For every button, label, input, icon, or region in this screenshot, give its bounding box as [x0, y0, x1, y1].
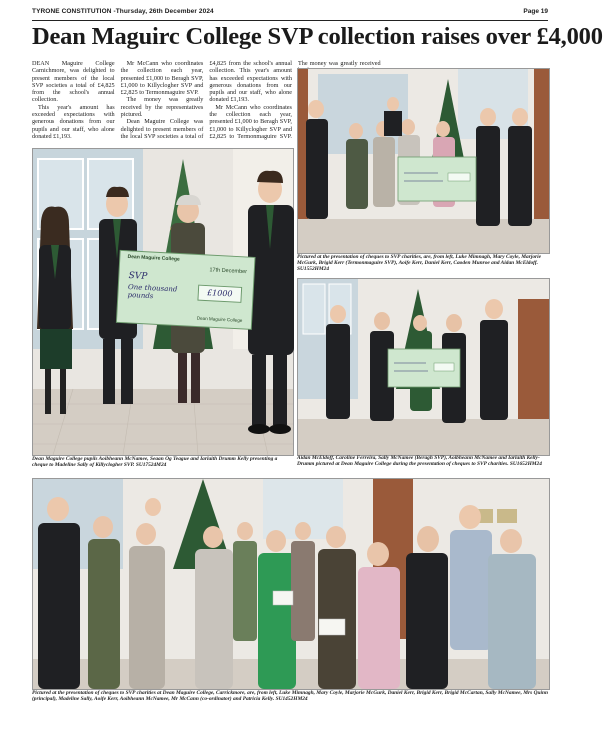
cheque-payee: SVP	[128, 270, 148, 282]
article-paragraph: DEAN Maguire College Carnichmore, was delighted to present members of the local SVP societies a total of £4,825 from the school's annual collection.	[32, 60, 115, 104]
article-body	[32, 60, 381, 145]
article-paragraph: The money was greatly received by the representatives pictured.	[120, 96, 204, 119]
photo-cheque-group	[32, 478, 550, 690]
cheque-words: One thousand pounds	[127, 282, 178, 301]
article-paragraph: Mr McCann who coordinates the collection each year, presented £1,000 to Beragh SVP, £1,000 to Killyclogher SVP and £2,825 to Termonmaguire SVP. The money was greatly received	[209, 60, 381, 140]
cheque-amount: £1000	[197, 285, 242, 303]
article-paragraph: Dean Maguire College was delighted to present members of the local SVP societies a total of £4,825 from the school's annual collection. This year's amount has exceeded expectations with generous donations from our pupils and our staff, who alone donated £1,193.	[120, 60, 292, 140]
cheque-date: 17th December	[209, 267, 248, 276]
cheque-large	[118, 251, 253, 328]
photo-cheque-beragh	[297, 278, 550, 456]
page-number: Page 19	[523, 8, 548, 15]
article-paragraph: This year's amount has exceeded expectations with generous donations from our pupils and our staff, who alone donated £1,193.	[32, 103, 115, 140]
article-paragraph: Mr McCann who coordinates the collection each year, presented £1,000 to Beragh SVP, £1,000 to Killyclogher SVP and £2,825 to Termonmaguire SVP.	[120, 60, 204, 97]
photo-cheque-termonmaguire	[297, 68, 550, 254]
caption-photo3: Aidan McEldoff, Caroline Ferreira, Sally McNamee (Beragh SVP), Aoibheann McNamee and Iarlaith Kelly-Drumm pictured at Dean Maguire College during the presentation of cheques to SVP charities. SU1652HM24	[297, 455, 542, 468]
publication-dateline: TYRONE CONSTITUTION -Thursday, 26th December 2024	[32, 8, 214, 15]
caption-photo2: Pictured at the presentation of cheques to SVP charities, are, from left, Luke Mimnagh, Mary Coyle, Marjorie McGurk, Brigid Kerr (Termonmaguire SVP), Aoife Kerr, Daniel Kerr, Caoden Munroe and Aidan McEldoff. SU1552HM24	[297, 254, 542, 273]
headline: Dean Maguirc College SVP collection raises over £4,000	[32, 23, 603, 50]
cheque-signature: Dean Maguire College	[196, 315, 243, 323]
cheque-bank: Dean Maguire College	[127, 253, 180, 263]
page-header	[32, 8, 548, 21]
caption-photo4: Pictured at the presentation of cheques to SVP charities at Dean Maguire College, Carrickmore, are, from left, Luke Mimnagh, Mary Coyle, Marjorie McGurk, Daniel Kerr, Brigid Kerr, Brigid McCartan, Sally McNamee, Mrs Quinn (principal), Madeline Sally, Aoife Kerr, Aoibheann McNamee, Mr McCann (co-ordinator) and Patricia Kelly. SU1452HM24	[32, 690, 548, 703]
caption-photo1: Dean Maguire College pupils Aoibheann McNamee, Seaan Og Teague and Iarlaith Drumm Kelly presenting a cheque to Madeline Sally of Killyclogher SVP. SU17524M24	[32, 456, 278, 469]
